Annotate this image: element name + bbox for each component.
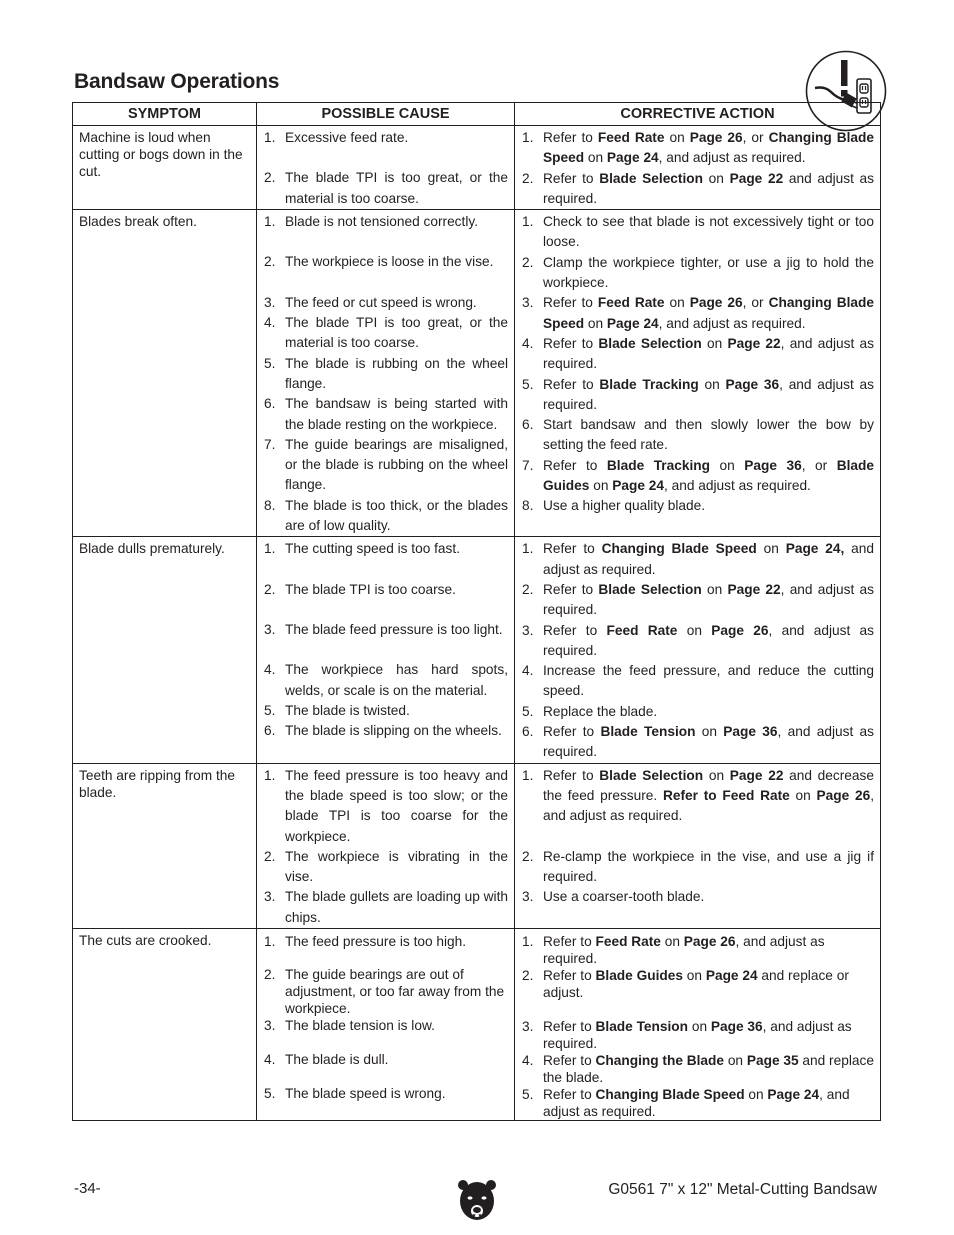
footer-manual-title: G0561 7" x 12" Metal-Cutting Bandsaw: [608, 1181, 877, 1198]
item-text: Refer to: [543, 457, 607, 473]
action-item: [515, 456, 880, 497]
cause-item: [257, 252, 514, 272]
item-number: 1.: [264, 767, 276, 783]
item-number: 2.: [264, 966, 276, 982]
item-number: 3.: [522, 622, 534, 638]
symptom-cell: Blade dulls prematurely.: [73, 537, 257, 763]
cause-item: [257, 701, 514, 721]
action-item: [515, 334, 880, 375]
item-text: Refer to: [543, 622, 607, 638]
item-number: 2.: [264, 170, 276, 186]
item-text-bold: Page 22: [729, 170, 784, 186]
item-text-bold: Page 22: [727, 335, 781, 351]
item-text: The blade TPI is too great, or the material is too coarse.: [285, 315, 508, 351]
cause-item: [257, 1085, 514, 1102]
item-number: 4.: [264, 1051, 276, 1067]
item-text: The feed or cut speed is wrong.: [285, 294, 477, 310]
cause-cell: [257, 537, 515, 763]
item-text: on: [664, 130, 690, 145]
table-row: [73, 928, 881, 1120]
item-text: and replace the blade.: [543, 1052, 874, 1085]
item-text: The feed pressure is too high.: [285, 933, 467, 949]
item-text-bold: Page 26: [689, 130, 743, 145]
page-number: -34-: [74, 1180, 101, 1197]
cause-item: [257, 580, 514, 600]
item-text: on: [677, 622, 712, 638]
item-text: and adjust as required.: [543, 541, 875, 577]
item-text: Blade is not tensioned correctly.: [285, 214, 478, 230]
item-text: The workpiece is vibrating in the vise.: [285, 848, 508, 885]
item-number: 1.: [522, 541, 534, 557]
item-number: 1.: [264, 214, 276, 230]
item-text: The blade is too thick, or the blades are of low quality.: [285, 497, 508, 534]
item-text-bold: Page 22: [729, 767, 784, 783]
item-text: on: [660, 933, 684, 949]
item-text: Re-clamp the workpiece in the vise, and use a jig if required.: [543, 848, 874, 884]
item-text: Start bandsaw and then slowly lower the bow by setting the feed rate.: [543, 417, 874, 453]
item-text: on: [756, 541, 786, 557]
page-title: Bandsaw Operations: [74, 70, 280, 93]
item-text: Refer to: [543, 170, 600, 186]
table-body: [73, 126, 881, 1121]
item-number: 1.: [522, 130, 534, 145]
item-text: Refer to: [543, 1018, 596, 1034]
item-text-bold: Blade Selection: [599, 170, 704, 186]
item-number: 2.: [264, 848, 276, 864]
item-text: Refer to: [543, 541, 602, 557]
item-text: on: [703, 767, 730, 783]
action-item: [515, 1052, 880, 1086]
action-item: [515, 933, 880, 967]
item-text: Refer to: [543, 130, 598, 145]
cause-item: [257, 128, 514, 148]
item-text-bold: Blade Tracking: [606, 457, 710, 473]
action-item: [515, 661, 880, 702]
item-text: Use a coarser-tooth blade.: [543, 889, 705, 905]
item-text-bold: Feed Rate: [597, 295, 665, 311]
item-text: , and adjust as required.: [543, 1086, 850, 1119]
item-text: and adjust as required.: [543, 170, 874, 206]
item-text-bold: Page 22: [727, 581, 781, 597]
cause-item: [257, 539, 514, 559]
item-number: 3.: [264, 889, 276, 905]
item-number: 7.: [522, 457, 534, 473]
cause-header: POSSIBLE CAUSE: [257, 103, 515, 126]
action-item: [515, 1018, 880, 1052]
item-text: , and adjust as required.: [543, 787, 875, 824]
table-header-row: [73, 103, 881, 126]
cause-item: [257, 933, 514, 950]
item-text-bold: Blade Tension: [600, 724, 696, 740]
item-text: on: [703, 170, 730, 186]
item-number: 5.: [522, 703, 534, 719]
action-item: [515, 847, 880, 888]
item-number: 3.: [264, 1017, 276, 1033]
item-number: 6.: [264, 723, 276, 739]
cause-item: [257, 766, 514, 847]
item-text: , and adjust as required.: [543, 581, 874, 618]
item-number: 5.: [264, 702, 276, 718]
item-text: The blade is slipping on the wheels.: [285, 723, 502, 739]
item-text: on: [682, 967, 706, 983]
table-row: [73, 126, 881, 210]
item-text-bold: Page 24: [767, 1086, 820, 1102]
item-number: 2.: [522, 848, 534, 864]
symptom-cell: Teeth are ripping from the blade.: [73, 763, 257, 928]
item-text: on: [701, 335, 728, 351]
action-header: CORRECTIVE ACTION: [515, 103, 881, 126]
item-number: 4.: [264, 662, 276, 678]
cause-item: [257, 354, 514, 395]
item-text-bold: Refer to Feed Rate: [662, 787, 790, 803]
action-item: [515, 1086, 880, 1120]
item-text: The blade TPI is too great, or the material is too coarse.: [285, 170, 508, 206]
item-text: , or: [742, 295, 769, 311]
cause-item: [257, 435, 514, 496]
item-text-bold: Page 26: [816, 787, 871, 803]
item-text: on: [724, 1052, 747, 1068]
item-text: The cutting speed is too fast.: [285, 541, 460, 557]
cause-item: [257, 620, 514, 640]
item-text: The feed pressure is too heavy and the blade speed is too slow; or the blade TPI is too coarse for the workpiece.: [285, 767, 508, 844]
item-number: 1.: [522, 933, 534, 949]
cause-item: [257, 168, 514, 209]
item-text-bold: Blade Guides: [543, 457, 874, 494]
item-text-bold: Page 24: [705, 967, 758, 983]
action-item: [515, 169, 880, 210]
cause-item: [257, 496, 514, 537]
item-text: , or: [742, 130, 769, 145]
item-number: 5.: [522, 1086, 534, 1102]
item-number: 1.: [522, 767, 534, 783]
item-text: Refer to: [543, 933, 596, 949]
symptom-cell: Blades break often.: [73, 210, 257, 537]
item-text-bold: Blade Selection: [598, 581, 702, 597]
item-text: Replace the blade.: [543, 703, 658, 719]
action-cell: [515, 126, 881, 210]
item-text: Refer to: [543, 581, 599, 597]
item-text: and replace or adjust.: [543, 967, 849, 1000]
item-number: 3.: [522, 295, 534, 311]
item-text-bold: Changing Blade Speed: [543, 295, 874, 331]
item-number: 2.: [522, 967, 534, 983]
item-text: on: [695, 724, 724, 740]
item-text: on: [584, 315, 607, 331]
item-text-bold: Feed Rate: [597, 130, 665, 145]
item-text-bold: Changing the Blade: [595, 1052, 725, 1068]
item-text-bold: Page 26: [683, 933, 736, 949]
item-text: , and adjust as required.: [543, 1018, 852, 1051]
item-text-bold: Feed Rate: [595, 933, 661, 949]
item-number: 7.: [264, 436, 276, 452]
action-item: [515, 496, 880, 516]
symptom-header: SYMPTOM: [73, 103, 257, 126]
action-cell: [515, 763, 881, 928]
item-number: 3.: [522, 1018, 534, 1034]
item-text: on: [664, 295, 690, 311]
item-number: 6.: [522, 417, 534, 433]
item-text: The blade speed is wrong.: [285, 1085, 446, 1101]
item-text-bold: Page 36: [723, 724, 778, 740]
item-text-bold: Feed Rate: [606, 622, 678, 638]
item-number: 3.: [264, 294, 276, 310]
item-text-bold: Changing Blade Speed: [601, 541, 757, 557]
item-text: on: [584, 150, 607, 166]
item-text: Refer to: [543, 1052, 596, 1068]
item-text-bold: Changing Blade Speed: [595, 1086, 745, 1102]
item-text: , and adjust as required.: [664, 478, 811, 494]
cause-item: [257, 966, 514, 1017]
item-text-bold: Page 36: [744, 457, 802, 473]
item-text: , and adjust as required.: [543, 622, 874, 658]
action-item: [515, 539, 880, 580]
cause-item: [257, 721, 514, 741]
item-text: Check to see that blade is not excessively tight or too loose.: [543, 214, 874, 250]
cause-item: [257, 1017, 514, 1034]
cause-cell: [257, 928, 515, 1120]
table-row: [73, 763, 881, 928]
item-text: Refer to: [543, 767, 600, 783]
item-text: The blade feed pressure is too light.: [285, 621, 503, 637]
action-item: [515, 415, 880, 456]
item-text: The blade TPI is too coarse.: [285, 581, 456, 597]
item-number: 2.: [522, 254, 534, 270]
item-text-bold: Blade Tension: [595, 1018, 689, 1034]
item-text: Refer to: [543, 967, 596, 983]
item-text: Excessive feed rate.: [285, 130, 409, 145]
item-number: 1.: [264, 541, 276, 557]
item-text-bold: Changing Blade Speed: [543, 130, 874, 166]
action-item: [515, 293, 880, 334]
action-cell: [515, 537, 881, 763]
item-text-bold: Blade Tracking: [599, 376, 699, 392]
item-text: on: [701, 581, 728, 597]
action-item: [515, 580, 880, 621]
cause-cell: [257, 126, 515, 210]
item-text: , and adjust as required.: [543, 933, 825, 966]
item-text: Use a higher quality blade.: [543, 498, 706, 514]
item-number: 1.: [264, 933, 276, 949]
item-number: 4.: [522, 335, 534, 351]
cause-item: [257, 847, 514, 888]
item-number: 4.: [522, 663, 534, 679]
item-text: Increase the feed pressure, and reduce the cutting speed.: [543, 663, 874, 699]
item-text-bold: Page 24: [612, 478, 664, 494]
item-text: The blade is twisted.: [285, 702, 410, 718]
item-text: Refer to: [543, 376, 600, 392]
item-text: , and adjust as required.: [658, 315, 806, 331]
item-text-bold: Page 24,: [785, 541, 845, 557]
item-text: The workpiece is loose in the vise.: [285, 254, 494, 270]
action-item: [515, 253, 880, 294]
item-text: The workpiece has hard spots, welds, or scale is on the material.: [285, 662, 508, 698]
item-text-bold: Page 36: [710, 1018, 763, 1034]
grizzly-bear-logo: [456, 1176, 498, 1224]
item-text-bold: Page 24: [606, 150, 659, 166]
item-text-bold: Page 35: [746, 1052, 799, 1068]
item-number: 2.: [264, 581, 276, 597]
cause-item: [257, 293, 514, 313]
cause-item: [257, 313, 514, 354]
action-item: [515, 967, 880, 1001]
item-text: , and adjust as required.: [543, 724, 874, 760]
item-number: 3.: [264, 621, 276, 637]
item-number: 3.: [522, 889, 534, 905]
item-text: on: [709, 457, 745, 473]
item-text: The guide bearings are misaligned, or the blade is rubbing on the wheel flange.: [285, 436, 508, 493]
item-text: , and adjust as required.: [543, 335, 874, 372]
action-cell: [515, 928, 881, 1120]
item-number: 1.: [522, 214, 534, 230]
item-text: on: [589, 478, 613, 494]
item-text: The blade tension is low.: [285, 1017, 435, 1033]
item-text: on: [688, 1018, 711, 1034]
symptom-cell: The cuts are crooked.: [73, 928, 257, 1120]
action-cell: [515, 210, 881, 537]
item-text-bold: Page 24: [606, 315, 659, 331]
item-text-bold: Page 36: [725, 376, 780, 392]
item-number: 2.: [264, 254, 276, 270]
item-text: and decrease the feed pressure.: [543, 767, 874, 803]
item-text: Refer to: [543, 295, 598, 311]
cause-item: [257, 660, 514, 701]
item-number: 4.: [522, 1052, 534, 1068]
cause-cell: [257, 210, 515, 537]
action-item: [515, 766, 880, 827]
action-item: [515, 212, 880, 253]
action-item: [515, 887, 880, 907]
item-text: The blade is rubbing on the wheel flange.: [285, 355, 508, 391]
item-number: 5.: [264, 355, 276, 371]
item-number: 6.: [522, 724, 534, 740]
item-text: Refer to: [543, 724, 601, 740]
table-row: [73, 210, 881, 537]
item-number: 8.: [522, 498, 534, 514]
item-text: on: [744, 1086, 768, 1102]
item-text: Refer to: [543, 335, 599, 351]
item-number: 2.: [522, 170, 534, 186]
item-text: on: [789, 787, 817, 803]
troubleshooting-table: [72, 102, 881, 1121]
item-text-bold: Page 26: [711, 622, 769, 638]
cause-item: [257, 212, 514, 232]
cause-item: [257, 394, 514, 435]
item-number: 2.: [522, 581, 534, 597]
item-number: 5.: [264, 1085, 276, 1101]
item-number: 4.: [264, 315, 276, 331]
item-text: Clamp the workpiece tighter, or use a jig to hold the workpiece.: [543, 254, 874, 291]
item-number: 8.: [264, 497, 276, 513]
item-text: , and adjust as required.: [543, 376, 875, 412]
action-item: [515, 621, 880, 662]
item-text: The blade gullets are loading up with chips.: [285, 889, 508, 925]
item-text-bold: Blade Selection: [598, 335, 702, 351]
action-item: [515, 128, 880, 169]
item-text-bold: Blade Guides: [595, 967, 683, 983]
cause-item: [257, 1051, 514, 1068]
action-item: [515, 722, 880, 763]
item-text: The blade is dull.: [285, 1051, 389, 1067]
item-text: on: [698, 376, 726, 392]
item-text-bold: Page 26: [689, 295, 743, 311]
item-number: 5.: [522, 376, 534, 392]
cause-cell: [257, 763, 515, 928]
action-item: [515, 375, 880, 416]
item-text: The guide bearings are out of adjustment, or too far away from the workpiece.: [285, 966, 505, 1016]
item-text-bold: Blade Selection: [599, 767, 704, 783]
cause-item: [257, 887, 514, 928]
item-number: 6.: [264, 396, 276, 412]
item-text: , or: [801, 457, 837, 473]
table-row: [73, 537, 881, 763]
item-text: Refer to: [543, 1086, 596, 1102]
item-text: , and adjust as required.: [658, 150, 806, 166]
item-number: 1.: [264, 130, 276, 145]
symptom-cell: Machine is loud when cutting or bogs down in the cut.: [73, 126, 257, 210]
item-text: The bandsaw is being started with the blade resting on the workpiece.: [285, 396, 508, 432]
action-item: [515, 702, 880, 722]
